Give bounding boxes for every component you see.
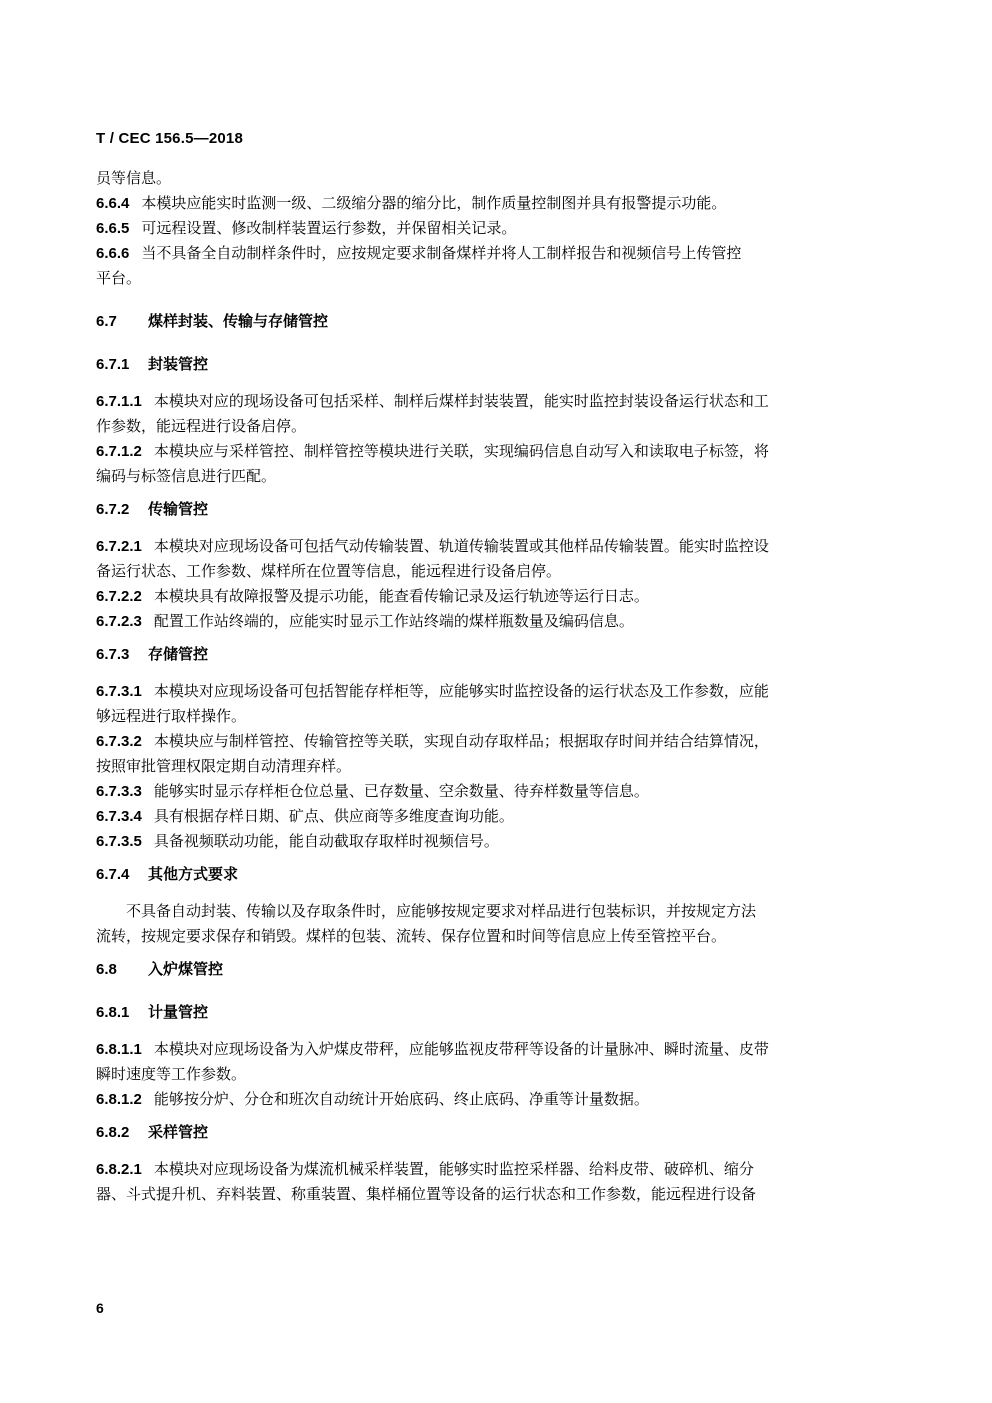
paragraph [96,166,886,191]
clause-continuation: 平台。 [96,269,142,287]
clause-text: 本模块具有故障报警及提示功能，能查看传输记录及运行轨迹等运行日志。 [153,587,649,605]
clause-continuation: 编码与标签信息进行匹配。 [96,467,277,485]
clause-continuation: 作参数，能远程进行设备启停。 [96,417,307,435]
clause-text: 当不具备全自动制样条件时，应按规定要求制备煤样并将人工制样报告和视频信号上传管控 [141,244,742,262]
section-number: 6.8.1 [96,1004,130,1021]
section-number: 6.7.2 [96,501,130,518]
clause [96,241,886,266]
clause-number: 6.7.3.2 [96,733,142,750]
clause-continuation: 够远程进行取样操作。 [96,707,247,725]
subsection-heading [96,862,886,887]
clause [96,729,886,754]
clause-text: 本模块对应现场设备可包括气动传输装置、轨道传输装置或其他样品传输装置。能实时监控设 [153,537,769,555]
clause [96,779,886,804]
clause-text: 本模块对应的现场设备可包括采样、制样后煤样封装装置，能实时监控封装设备运行状态和工 [153,392,769,410]
clause-text: 具有根据存样日期、矿点、供应商等多维度查询功能。 [153,807,514,825]
clause [96,216,886,241]
clause-text: 本模块对应现场设备为入炉煤皮带秤，应能够监视皮带秤等设备的计量脉冲、瞬时流量、皮带 [153,1040,769,1058]
clause-text: 本模块应能实时监测一级、二级缩分器的缩分比，制作质量控制图并具有报警提示功能。 [141,194,727,212]
clause-number: 6.7.2.2 [96,588,142,605]
paragraph-continuation: 流转，按规定要求保存和销毁。煤样的包装、流转、保存位置和时间等信息应上传至管控平台。 [96,927,727,945]
section-heading [96,957,886,982]
paragraph-text: 员等信息。 [96,169,172,187]
clause-number: 6.8.2.1 [96,1161,142,1178]
section-title: 采样管控 [148,1123,209,1141]
document-body [96,166,886,1207]
clause [96,804,886,829]
section-number: 6.7.3 [96,646,130,663]
section-number: 6.7 [96,313,117,330]
subsection-heading [96,1120,886,1145]
clause-number: 6.7.3.5 [96,833,142,850]
subsection-heading [96,1000,886,1025]
clause-text: 能够按分炉、分仓和班次自动统计开始底码、终止底码、净重等计量数据。 [153,1090,649,1108]
clause-text: 本模块对应现场设备为煤流机械采样装置，能够实时监控采样器、给料皮带、破碎机、缩分 [153,1160,754,1178]
clause-text: 本模块对应现场设备可包括智能存样柜等，应能够实时监控设备的运行状态及工作参数，应能 [153,682,769,700]
clause [96,1087,886,1112]
subsection-heading [96,352,886,377]
clause-number: 6.8.1.2 [96,1091,142,1108]
clause [96,439,886,464]
clause [96,829,886,854]
section-title: 其他方式要求 [148,865,239,883]
clause-text: 可远程设置、修改制样装置运行参数，并保留相关记录。 [141,219,517,237]
clause-number: 6.7.3.3 [96,783,142,800]
clause-text: 本模块应与采样管控、制样管控等模块进行关联，实现编码信息自动写入和读取电子标签，将 [153,442,769,460]
clause [96,584,886,609]
clause-text: 能够实时显示存样柜仓位总量、已存数量、空余数量、待弃样数量等信息。 [153,782,649,800]
paragraph: 不具备自动封装、传输以及存取条件时，应能够按规定要求对样品进行包装标识，并按规定方法 [126,902,757,920]
subsection-heading [96,497,886,522]
clause-number: 6.7.2.1 [96,538,142,555]
clause [96,679,886,704]
section-heading [96,309,886,334]
clause-number: 6.7.3.4 [96,808,142,825]
clause-continuation: 瞬时速度等工作参数。 [96,1065,247,1083]
clause-number: 6.6.6 [96,245,130,262]
clause-text: 配置工作站终端的，应能实时显示工作站终端的煤样瓶数量及编码信息。 [153,612,634,630]
clause-number: 6.7.1.1 [96,393,142,410]
section-number: 6.8.2 [96,1124,130,1141]
document-header: T / CEC 156.5—2018 [96,130,244,147]
clause-text: 具备视频联动功能，能自动截取存取样时视频信号。 [153,832,499,850]
clause [96,609,886,634]
section-title: 计量管控 [148,1003,209,1021]
section-title: 入炉煤管控 [148,960,224,978]
clause-text: 本模块应与制样管控、传输管控等关联，实现自动存取样品；根据取存时间并结合结算情况， [153,732,769,750]
clause [96,389,886,414]
clause [96,534,886,559]
clause-number: 6.8.1.1 [96,1041,142,1058]
section-title: 煤样封装、传输与存储管控 [148,312,329,330]
subsection-heading [96,642,886,667]
clause [96,191,886,216]
section-title: 存储管控 [148,645,209,663]
section-number: 6.7.1 [96,356,130,373]
clause-continuation: 器、斗式提升机、弃料装置、称重装置、集样桶位置等设备的运行状态和工作参数，能远程进行设备 [96,1185,757,1203]
clause [96,1157,886,1182]
clause-number: 6.7.3.1 [96,683,142,700]
section-title: 封装管控 [148,355,209,373]
page-number: 6 [96,1300,104,1316]
clause-number: 6.6.5 [96,220,130,237]
clause-number: 6.7.1.2 [96,443,142,460]
clause [96,1037,886,1062]
section-number: 6.8 [96,961,117,978]
section-number: 6.7.4 [96,866,130,883]
clause-continuation: 按照审批管理权限定期自动清理弃样。 [96,757,352,775]
clause-number: 6.6.4 [96,195,130,212]
clause-continuation: 备运行状态、工作参数、煤样所在位置等信息，能远程进行设备启停。 [96,562,562,580]
clause-number: 6.7.2.3 [96,613,142,630]
section-title: 传输管控 [148,500,209,518]
